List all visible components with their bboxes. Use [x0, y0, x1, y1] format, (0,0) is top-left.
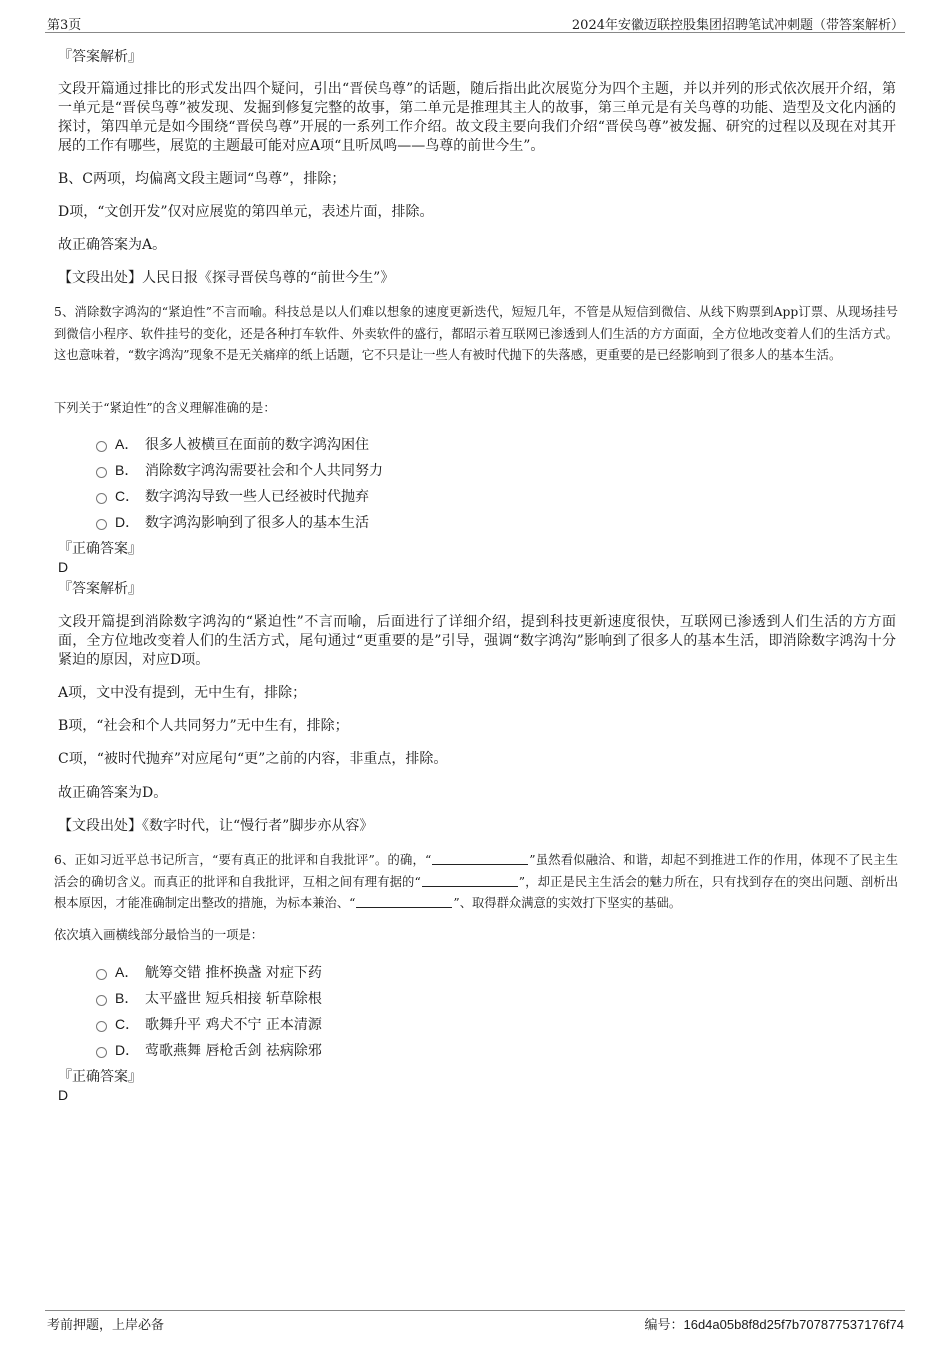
option-text: 太平盛世 短兵相接 斩草除根	[145, 991, 322, 1007]
page-number: 第3页	[47, 18, 82, 33]
q5-option-b[interactable]	[96, 459, 383, 481]
q4-line-d: D项，“文创开发”仅对应展览的第四单元，表述片面，排除。	[58, 204, 434, 220]
q5-option-c[interactable]	[96, 485, 369, 507]
q5-line-b: B项，“社会和个人共同努力”无中生有，排除；	[58, 718, 349, 734]
q5-stem: 5、消除数字鸿沟的“紧迫性”不言而喻。科技总是以人们难以想象的速度更新迭代，短短几年，不管是从短信到微信、从线下购票到App订票、从现场挂号到微信小程序、软件挂号的变化，还是各种打车软件、外卖软件的盛行，都昭示着互联网已渗透到人们生活的方方面面，全方位地改变着人们的生活方式。这也意味着，“数字鸿沟”现象不是无关痛痒的纸上话题，它不只是让一些人有被时代抛下的失落感，更重要的是已经影响到了很多人的基本生活。	[54, 305, 898, 362]
q5-answer: D	[58, 559, 69, 575]
blank-line	[432, 852, 528, 865]
radio-button[interactable]	[96, 1047, 107, 1058]
q5-option-a[interactable]	[96, 433, 369, 455]
radio-button[interactable]	[96, 441, 107, 452]
q6-option-a[interactable]	[96, 961, 322, 983]
option-letter: D．	[115, 514, 140, 530]
option-letter: B．	[115, 990, 139, 1006]
q5-answer-label: 『正确答案』	[58, 541, 142, 557]
q6-answer: D	[58, 1087, 69, 1103]
q6-prompt: 依次填入画横线部分最恰当的一项是：	[54, 928, 264, 942]
document-title: 2024年安徽迈联控股集团招聘笔试冲刺题（带答案解析）	[571, 18, 904, 33]
q5-conclusion: 故正确答案为D。	[58, 785, 168, 801]
q6-stem-part: 6、正如习近平总书记所言，“要有真正的批评和自我批评”。的确，“	[54, 853, 432, 867]
q6-option-d[interactable]	[96, 1039, 322, 1061]
radio-button[interactable]	[96, 493, 107, 504]
footer-slogan: 考前押题，上岸必备	[47, 1318, 165, 1333]
q4-analysis-label: 『答案解析』	[58, 49, 142, 65]
option-text: 觥筹交错 推杯换盏 对症下药	[145, 965, 322, 981]
footer-code	[644, 1314, 904, 1333]
radio-button[interactable]	[96, 519, 107, 530]
blank-line	[422, 874, 518, 887]
radio-button[interactable]	[96, 969, 107, 980]
q4-source: 【文段出处】人民日报《探寻晋侯鸟尊的“前世今生”》	[58, 270, 395, 286]
q4-line-bc: B、C两项，均偏离文段主题词“鸟尊”，排除；	[58, 171, 346, 187]
option-text: 很多人被横亘在面前的数字鸿沟困住	[145, 437, 369, 453]
q5-prompt: 下列关于“紧迫性”的含义理解准确的是：	[54, 401, 276, 415]
option-letter: A．	[115, 964, 139, 980]
q6-stem-part: ”，却正是民主生活会的魅力所在，只有找到存在的突出问题、剖析出根本原因，才能准确制定出整改的措施，为标本兼治、“	[54, 874, 898, 910]
q5-analysis-label: 『答案解析』	[58, 581, 142, 597]
q6-option-c[interactable]	[96, 1013, 322, 1035]
q6-stem	[54, 850, 898, 915]
q6-stem-part: ”、取得群众满意的实效打下坚实的基础。	[453, 896, 682, 910]
q5-source: 【文段出处】《数字时代，让“慢行者”脚步亦从容》	[58, 818, 374, 834]
blank-line	[356, 895, 452, 908]
code-label: 编号：	[644, 1318, 684, 1333]
code-value: 16d4a05b8f8d25f7b707877537176f74	[683, 1317, 904, 1332]
q6-option-b[interactable]	[96, 987, 322, 1009]
q5-option-d[interactable]	[96, 511, 369, 533]
q4-conclusion: 故正确答案为A。	[58, 237, 167, 253]
q6-answer-label: 『正确答案』	[58, 1069, 142, 1085]
header-divider	[45, 32, 905, 33]
option-letter: A．	[115, 436, 139, 452]
option-letter: C．	[115, 488, 140, 504]
radio-button[interactable]	[96, 1021, 107, 1032]
q4-analysis-text: 文段开篇通过排比的形式发出四个疑问，引出“晋侯鸟尊”的话题，随后指出此次展览分为四个主题，并以并列的形式依次展开介绍，第一单元是“晋侯鸟尊”被发现、发掘到修复完整的故事，第二单元是推理其主人的故事，第三单元是有关鸟尊的功能、造型及文化内涵的探讨，第四单元是如今围绕“晋侯鸟尊”开展的一系列工作介绍。故文段主要向我们介绍“晋侯鸟尊”被发掘、研究的过程以及现在对其开展的工作有哪些，展览的主题最可能对应A项“且听凤鸣——鸟尊的前世今生”。	[58, 81, 896, 154]
q5-line-a: A项，文中没有提到，无中生有，排除；	[58, 685, 307, 701]
option-text: 数字鸿沟导致一些人已经被时代抛弃	[145, 489, 369, 505]
footer-divider	[45, 1310, 905, 1311]
option-text: 莺歌燕舞 唇枪舌剑 祛病除邪	[145, 1043, 322, 1059]
q5-analysis-text: 文段开篇提到消除数字鸿沟的“紧迫性”不言而喻，后面进行了详细介绍，提到科技更新速度很快，互联网已渗透到人们生活的方方面面，全方位地改变着人们的生活方式，尾句通过“更重要的是”引导，强调“数字鸿沟”影响到了很多人的基本生活，即消除数字鸿沟十分紧迫的原因，对应D项。	[58, 614, 896, 668]
option-letter: B．	[115, 462, 139, 478]
q5-line-c: C项，“被时代抛弃”对应尾句“更”之前的内容，非重点，排除。	[58, 751, 448, 767]
option-text: 消除数字鸿沟需要社会和个人共同努力	[145, 463, 383, 479]
option-text: 歌舞升平 鸡犬不宁 正本清源	[145, 1017, 322, 1033]
radio-button[interactable]	[96, 995, 107, 1006]
option-text: 数字鸿沟影响到了很多人的基本生活	[145, 515, 369, 531]
radio-button[interactable]	[96, 467, 107, 478]
q6-stem-part: ”虽然看似融洽、和谐，却起不到推进工作的作用，体现不了民主生活会的确切含义。而真正的批评和自我批评，互相之间有理有据的“	[54, 853, 898, 889]
option-letter: D．	[115, 1042, 140, 1058]
option-letter: C．	[115, 1016, 140, 1032]
